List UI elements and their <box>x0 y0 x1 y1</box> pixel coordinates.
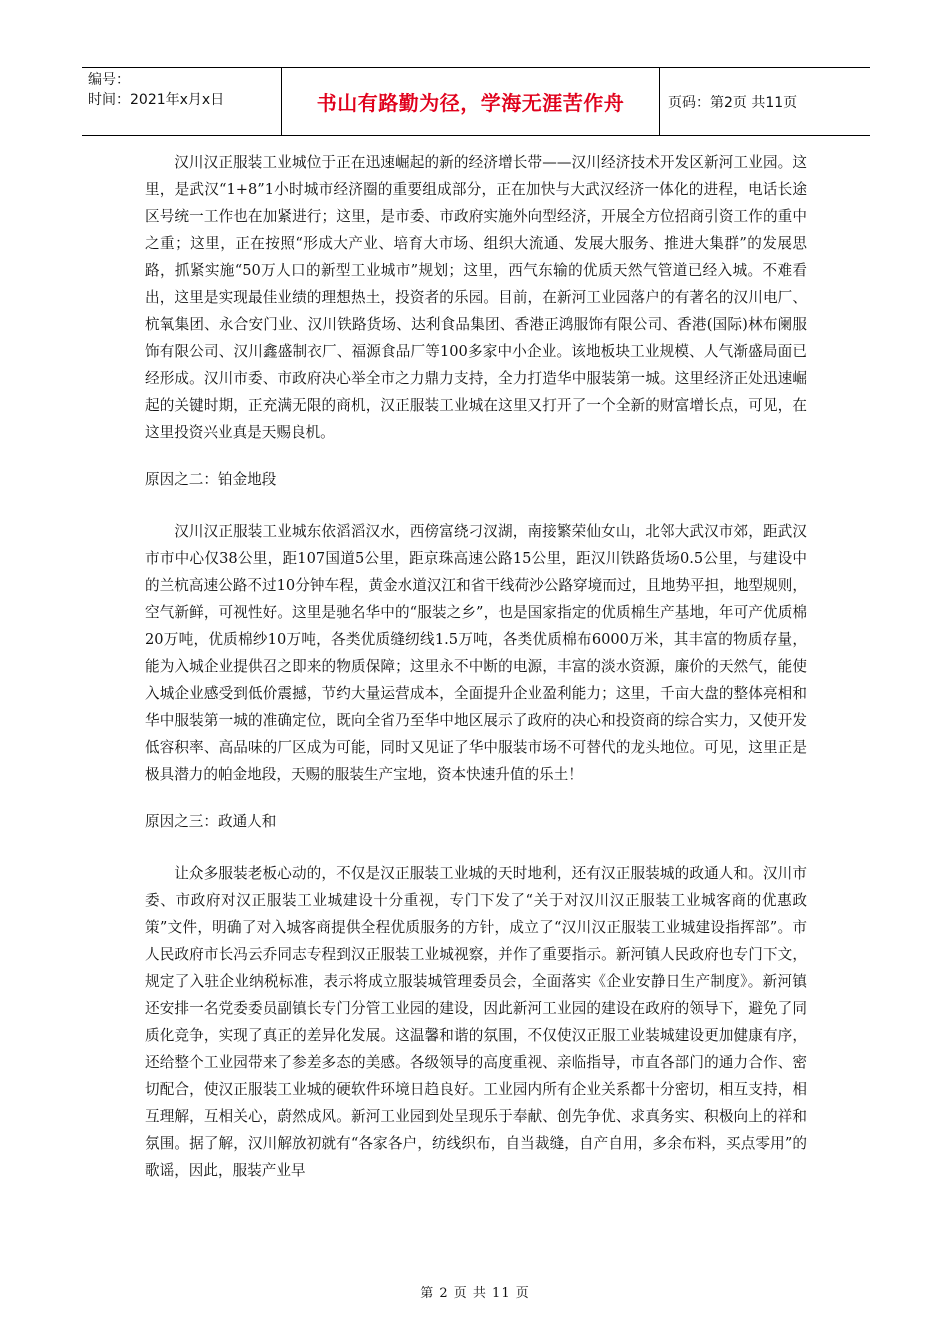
header-date-label: 时间：2021年x月x日 <box>88 92 225 108</box>
header-motto: 书山有路勤为径，学海无涯苦作舟 <box>282 68 660 135</box>
body-paragraph-3: 让众多服装老板心动的，不仅是汉正服装工业城的天时地利，还有汉正服装城的政通人和。汉川市委、市政府对汉正服装工业城建设十分重视，专门下发了“关于对汉川汉正服装工业城客商的优惠政策”文件，明确了对入城客商提供全程优质服务的方针，成立了“汉川汉正服装工业城建设指挥部”。市人民政府市长冯云乔同志专程到汉正服装工业城视察，并作了重要指示。新河镇人民政府也专门下文，规定了入驻企业纳税标准，表示将成立服装城管理委员会，全面落实《企业安静日生产制度》。新河镇还安排一名党委委员副镇长专门分管工业园的建设，因此新河工业园的建设在政府的领导下，避免了同质化竞争，实现了真正的差异化发展。这温馨和谐的氛围，不仅使汉正服工业装城建设更加健康有序，还给整个工业园带来了参差多态的美感。各级领导的高度重视、亲临指导，市直各部门的通力合作、密切配合，使汉正服装工业城的硬软件环境日趋良好。工业园内所有企业关系都十分密切，相互支持，相互理解，互相关心，蔚然成风。新河工业园到处呈现乐于奉献、创先争优、求真务实、积极向上的祥和氛围。据了解，汉川解放初就有“各家各户，纺线织布，自当裁缝，自产自用，多余布料，买点零用”的歌谣，因此，服装产业早 <box>145 865 807 1179</box>
header-meta <box>82 68 282 135</box>
page-footer: 第 2 页 共 11 页 <box>420 1286 530 1301</box>
body-paragraph-2: 汉川汉正服装工业城东依滔滔汉水，西傍富绕刁汊湖，南接繁荣仙女山，北邻大武汉市郊，距武汉市市中心仅38公里，距107国道5公里，距京珠高速公路15公里，距汉川铁路货场0.5公里，与建设中的兰杭高速公路不过10分钟车程，黄金水道汉江和省干线荷沙公路穿境而过，且地势平担，地型规则，空气新鲜，可视性好。这里是驰名华中的“服装之乡”，也是国家指定的优质棉生产基地，年可产优质棉20万吨，优质棉纱10万吨，各类优质缝纫线1.5万吨，各类优质棉布6000万米，其丰富的物质存量，能为入城企业提供召之即来的物质保障；这里永不中断的电源，丰富的淡水资源，廉价的天然气，能使入城企业感受到低价震撼，节约大量运营成本，全面提升企业盈利能力；这里，千亩大盘的整体亮相和华中服装第一城的准确定位，既向全省乃至华中地区展示了政府的决心和投资商的综合实力，又使开发低容积率、高品味的厂区成为可能，同时又见证了华中服装市场不可替代的龙头地位。可见，这里正是极具潜力的帕金地段，天赐的服装生产宝地，资本快速升值的乐土！ <box>145 523 807 783</box>
body-paragraph-1: 汉川汉正服装工业城位于正在迅速崛起的新的经济增长带——汉川经济技术开发区新河工业园。这里，是武汉“1+8”1小时城市经济圈的重要组成部分，正在加快与大武汉经济一体化的进程，电话长途区号统一工作也在加紧进行；这里，是市委、市政府实施外向型经济，开展全方位招商引资工作的重中之重；这里，正在按照“形成大产业、培育大市场、组织大流通、发展大服务、推进大集群”的发展思路，抓紧实施“50万人口的新型工业城市”规划；这里，西气东输的优质天然气管道已经入城。不难看出，这里是实现最佳业绩的理想热土，投资者的乐园。目前，在新河工业园落户的有著名的汉川电厂、杭氧集团、永合安门业、汉川铁路货场、达利食品集团、香港正鸿服饰有限公司、香港(国际)林布阑服饰有限公司、汉川鑫盛制衣厂、福源食品厂等100多家中小企业。该地板块工业规模、人气渐盛局面已经形成。汉川市委、市政府决心举全市之力鼎力支持，全力打造华中服装第一城。这里经济正处迅速崛起的关键时期，正充满无限的商机，汉正服装工业城在这里又打开了一个全新的财富增长点，可见，在这里投资兴业真是天赐良机。 <box>145 154 807 441</box>
header-page-label: 页码：第2页 共11页 <box>668 94 798 111</box>
section-title-platinum-location: 原因之二：铂金地段 <box>145 471 277 488</box>
section-title-government-harmony: 原因之三：政通人和 <box>145 813 277 830</box>
page-header <box>82 67 870 136</box>
document-body <box>145 149 807 1184</box>
header-code-label: 编号： <box>88 72 130 88</box>
